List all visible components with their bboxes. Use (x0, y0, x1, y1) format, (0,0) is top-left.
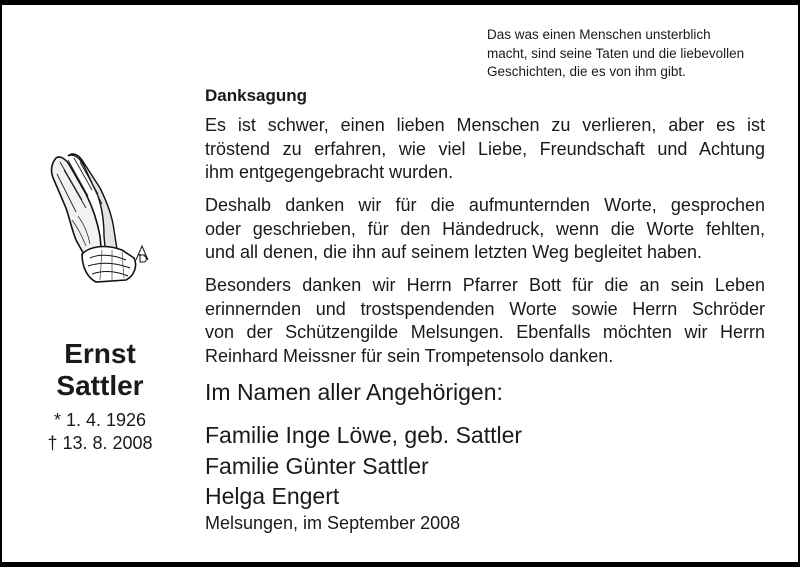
text-line: tröstend zu erfahren, wie viel Liebe, Freundschaft und Achtung (205, 138, 765, 159)
place-and-date: Melsungen, im September 2008 (205, 513, 461, 533)
quote-line: Das was einen Menschen unsterblich (487, 27, 711, 42)
thanks-paragraph-3 (205, 274, 765, 368)
family-entry: Familie Günter Sattler (205, 452, 429, 479)
family-entry: Familie Inge Löwe, geb. Sattler (205, 422, 523, 448)
heading: Danksagung (205, 86, 308, 105)
text-line: erinnernden und trostspendenden Worte sowie Herrn Schröder (205, 298, 765, 319)
text-line: ihm entgegengebracht wurden. (205, 162, 454, 182)
text-line: Es ist schwer, einen lieben Menschen zu verlieren, aber es ist (205, 115, 765, 135)
family-signatures (205, 420, 522, 512)
text-line: von der Schützengilde Melsungen. Ebenfalls möchten wir Herrn (205, 322, 765, 342)
text-line: und all denen, die ihn auf seinem letzten Weg begleitet haben. (205, 242, 703, 262)
thanks-paragraph-1 (205, 114, 765, 185)
text-line: Besonders danken wir Herrn Pfarrer Bott für die an sein Leben (205, 275, 765, 295)
quote-line: Geschichten, die es von ihm gibt. (487, 64, 686, 79)
text-line: Deshalb danken wir für die aufmunternden Worte, gesprochen (205, 195, 765, 215)
family-entry: Helga Engert (205, 483, 340, 509)
text-line: Reinhard Meissner für sein Trompetensolo danken. (205, 345, 614, 366)
text-line: oder geschrieben, für den Händedruck, wenn die Worte fehlten, (205, 218, 765, 239)
closing-line: Im Namen aller Angehörigen: (205, 379, 503, 405)
deceased-first-name: Ernst (64, 338, 136, 369)
thanks-paragraph-2 (205, 194, 765, 265)
quote-line: macht, sind seine Taten und die liebevollen (487, 45, 745, 61)
praying-hands-icon (42, 150, 160, 290)
epigraph-quote (487, 26, 769, 82)
deceased-last-name: Sattler (56, 370, 144, 401)
birth-date: * 1. 4. 1926 (53, 410, 147, 430)
death-date: † 13. 8. 2008 (47, 433, 153, 453)
